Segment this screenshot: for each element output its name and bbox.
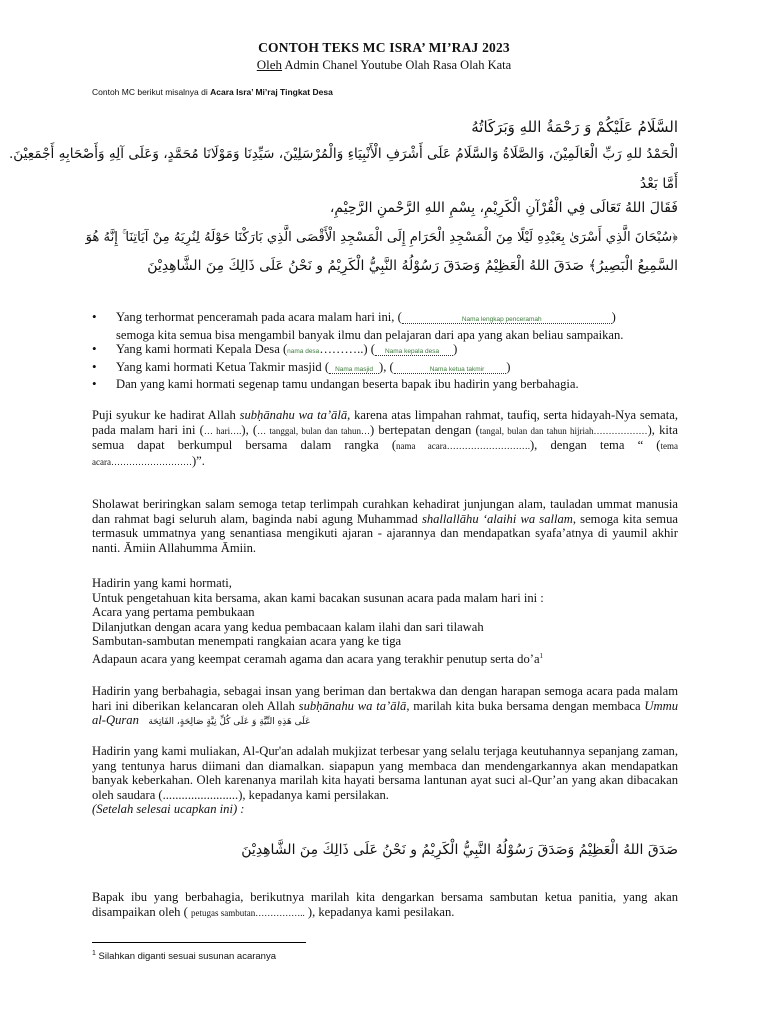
note-place: Acara Isra’ Mi’raj Tingkat Desa <box>210 87 333 97</box>
instruction-note: (Setelah selesai ucapkan ini) : <box>92 802 245 817</box>
intro-note <box>92 87 333 97</box>
list-item: • Dan yang kami hormati segenap tamu undangan beserta bapak ibu hadirin yang berbahagia. <box>92 377 682 392</box>
page-title: CONTOH TEKS MC ISRA’ MI’RAJ 2023 <box>258 40 510 55</box>
footnote <box>92 950 276 962</box>
arabic-shodaqallah: صَدَقَ اللهُ الْعَظِيْمُ وَصَدَقَ رَسُوْلُهُ النَّبِيُّ الْكَرِيْمُ و نَحْنُ عَلَى ذَالِكَ مِنَ الشَّاهِدِيْنَ <box>241 842 678 858</box>
placeholder-hint: Nama masjid <box>329 366 379 374</box>
arabic-ayat-line2: السَّمِيعُ الْبَصِيرُ﴾ صَدَقَ اللهُ الْعَظِيْمُ وَصَدَقَ رَسُوْلُهُ النَّبِيُّ الْكَرِيْمُ و نَحْنُ عَلَى ذَالِكَ مِنَ الشَّاهِدِيْنَ <box>147 258 678 274</box>
footnote-text: Silahkan diganti sesuai susunan acaranya <box>95 951 276 963</box>
arabic-fatihah-niat: عَلَى هَذِهِ النِّيَّةِ وَ عَلَى كُلِّ نِيَّةٍ صَالِحَةٍ، الفَاتِحَة <box>148 717 311 728</box>
list-item: • Yang kami hormati Kepala Desa (nama desa………..) ( Nama kepala desa ) <box>92 342 682 360</box>
arabic-basmalah: فَقَالَ اللهُ تَعَالَى فِي الْقُرْآنِ الْكَرِيْمِ، بِسْمِ اللهِ الرَّحْمنِ الرَّحِيْمِ، <box>329 200 678 216</box>
paragraph-susunan-acara: Hadirin yang kami hormati, Untuk pengetahuan kita bersama, akan kami bacakan susunan acara pada malam hari ini : Acara yang pertama pembukaan Dilanjutkan dengan acara yang kedua pembacaan kalam ilahi dan sari tilawah Sambutan-sambutan menempati rangkaian acara yang ke tiga Adapaun acara yang keempat ceramah agama dan acara yang terakhir penutup serta $do’a^1$ <box>92 576 544 667</box>
paragraph-sambutan: Bapak ibu yang berbahagia, berikutnya marilah kita dengarkan bersama sambutan ketua panitia, yang akan disampaikan oleh ( petugas sambutan…………….. ), kepadanya kami pesilakan. <box>92 890 678 919</box>
paragraph-sholawat: Sholawat beriringkan salam semoga tetap terlimpah curahkan kehadirat junjungan alam, tauladan ummat manusia dan rahmat bagi seluruh alam, baginda nabi agung Muhammad shallallāhu ‘alaihi wa sallam, semoga kita semua termasuk ummatnya yang senantiasa mengikuti ajaran - ajarannya dan mendapatkan syafa’atnya di yaumil akhir nanti. Āmiin Allahumma Āmiin. <box>92 497 678 555</box>
placeholder-hint: nama desa <box>287 348 320 356</box>
paragraph-tilawah: Hadirin yang kami muliakan, Al-Qur'an adalah mukjizat terbesar yang selalu terjaga keutuhannya sepanjang zaman, yang tentunya harus diimani dan diamalkan. siapapun yang membaca dan mendengarkannya akan mendapatkan banyak keberkahan. Oleh karenanya marilah kita hayati bersama lantunan ayat suci al-Qur’an yang akan dibacakan oleh saudara (........................), kepadanya kami persilakan. (Setelah selesai ucapkan ini) : <box>92 744 678 817</box>
arabic-amma-badu: أَمَّا بَعْدُ <box>639 176 678 192</box>
footnote-ref: 1 <box>539 651 544 660</box>
placeholder-hint: Nama kepala desa <box>375 348 453 356</box>
placeholder-hint: Nama ketua takmir <box>394 366 507 374</box>
greeting-list <box>92 310 682 392</box>
arabic-salam: السَّلَامُ عَلَيْكُمْ وَ رَحْمَةُ اللهِ وَبَرَكَاتُهُ <box>471 118 678 136</box>
note-prefix: Contoh MC berikut misalnya di <box>92 87 211 97</box>
arabic-hamdalah: الْحَمْدُ للهِ رَبِّ الْعَالَمِيْنَ، وَالصَّلَاةُ وَالسَّلَامُ عَلَى أَشْرَفِ الْأَنْبِيَاءِ وَالْمُرْسَلِيْنَ، سَيِّدِنَا وَمَوْلَانَا مُحَمَّدٍ، وَعَلَى آلِهِ وَأَصْحَابِهِ أَجْمَعِيْنَ. <box>8 146 678 162</box>
footnote-divider <box>92 942 306 943</box>
placeholder-hint: Nama lengkap penceramah <box>402 316 612 324</box>
oleh-label: Oleh <box>256 57 283 72</box>
list-item: • Yang terhormat penceramah pada acara malam hari ini, ( Nama lengkap penceramah ) semoga kita semua bisa mengambil banyak ilmu dan pelajaran dari apa yang akan beliau sampaikan. <box>92 310 682 342</box>
author-text: Admin Chanel Youtube Olah Rasa Olah Kata <box>282 58 512 72</box>
page-subtitle <box>0 57 768 73</box>
list-item: • Yang kami hormati Ketua Takmir masjid ( Nama masjid ), ( Nama ketua takmir ) <box>92 360 682 378</box>
arabic-ayat-line1: ﴿سُبْحَانَ الَّذِي أَسْرَىٰ بِعَبْدِهِ لَيْلًا مِنَ الْمَسْجِدِ الْحَرَامِ إِلَى الْمَسْجِدِ الْأَقْصَى الَّذِي بَارَكْنَا حَوْلَهُ لِنُرِيَهُ مِنْ آيَاتِنَا ۚ إِنَّهُ هُوَ <box>85 230 678 245</box>
footnote-number: 1 <box>92 950 96 957</box>
paragraph-ummul-quran: Hadirin yang berbahagia, sebagai insan yang beriman dan bertakwa dan dengan harapan semoga acara pada malam hari ini diberikan kelancaran oleh Allah subḥānahu wa ta’ālā, marilah kita buka bersama dengan membaca Ummu al-Quran عَلَى هَذِهِ النِّيَّةِ وَ عَلَى كُلِّ نِيَّةٍ صَالِحَةٍ، الفَاتِحَة <box>92 684 678 728</box>
paragraph-puji-syukur: Puji syukur ke hadirat Allah subḥānahu wa ta’ālā, karena atas limpahan rahmat, taufiq, serta hidayah-Nya semata, pada malam hari ini (… hari….), (… tanggal, bulan dan tahun…) bertepatan dengan (tangal, bulan dan tahun hijriah………………), kita semua dapat berkumpul bersama dalam rangka (nama acara……………………….), dengan tema “ (tema acara………………………)”. <box>92 408 678 468</box>
